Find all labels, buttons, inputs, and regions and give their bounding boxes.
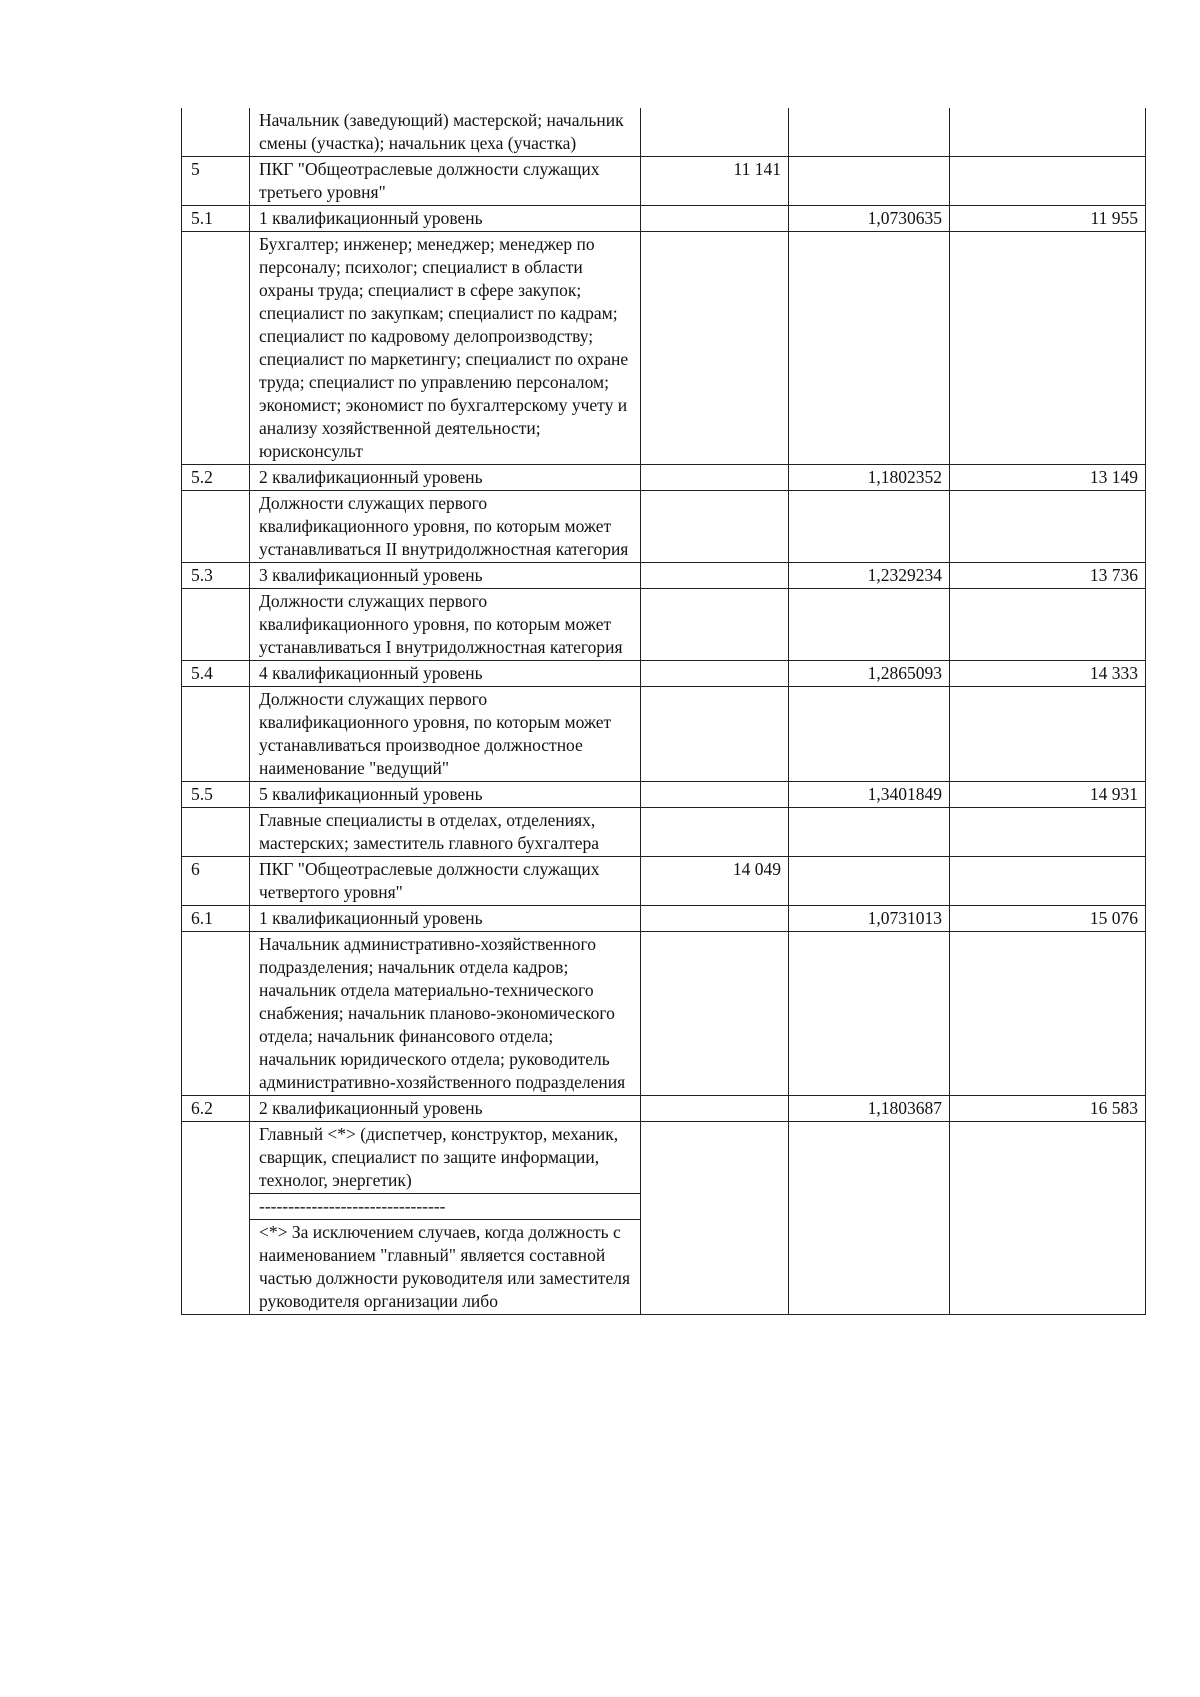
position-name: 3 квалификационный уровень <box>250 563 641 589</box>
table-row <box>182 1096 1146 1122</box>
position-name: Главные специалисты в отделах, отделениях, мастерских; заместитель главного бухгалтера <box>250 808 641 857</box>
coefficient <box>789 857 950 906</box>
base-salary <box>641 232 789 465</box>
salary <box>950 232 1146 465</box>
row-number <box>182 687 250 782</box>
table-row <box>182 857 1146 906</box>
coefficient: 1,1803687 <box>789 1096 950 1122</box>
table-row <box>182 782 1146 808</box>
salary <box>950 932 1146 1096</box>
row-number: 5 <box>182 157 250 206</box>
row-number <box>182 232 250 465</box>
position-name: ПКГ "Общеотраслевые должности служащих четвертого уровня" <box>250 857 641 906</box>
table-row <box>182 491 1146 563</box>
position-name: Бухгалтер; инженер; менеджер; менеджер по персоналу; психолог; специалист в области охраны труда; специалист в сфере закупок; специалист по закупкам; специалист по кадрам; специалист по кадровому делопроизводству; специалист по маркетингу; специалист по охране труда; специалист по управлению персоналом; экономист; экономист по бухгалтерскому учету и анализу хозяйственной деятельности; юрисконсульт <box>250 232 641 465</box>
footnote-text: <*> За исключением случаев, когда должность с наименованием "главный" является составной частью должности руководителя или заместителя руководителя организации либо <box>250 1220 641 1315</box>
table-row <box>182 465 1146 491</box>
base-salary <box>641 108 789 157</box>
coefficient <box>789 589 950 661</box>
salary <box>950 1122 1146 1315</box>
base-salary <box>641 782 789 808</box>
coefficient: 1,3401849 <box>789 782 950 808</box>
row-number <box>182 932 250 1096</box>
base-salary <box>641 661 789 687</box>
base-salary <box>641 465 789 491</box>
position-name: Должности служащих первого квалификационного уровня, по которым может устанавливаться I внутридолжностная категория <box>250 589 641 661</box>
coefficient <box>789 687 950 782</box>
row-number <box>182 491 250 563</box>
position-name: 2 квалификационный уровень <box>250 1096 641 1122</box>
base-salary <box>641 808 789 857</box>
salary <box>950 157 1146 206</box>
position-name: 5 квалификационный уровень <box>250 782 641 808</box>
row-number: 5.4 <box>182 661 250 687</box>
salary: 13 736 <box>950 563 1146 589</box>
base-salary <box>641 563 789 589</box>
position-name: 1 квалификационный уровень <box>250 906 641 932</box>
table-row <box>182 906 1146 932</box>
coefficient <box>789 491 950 563</box>
position-name: Начальник административно-хозяйственного подразделения; начальник отдела кадров; начальник отдела материально-технического снабжения; начальник планово-экономического отдела; начальник финансового отдела; начальник юридического отдела; руководитель административно-хозяйственного подразделения <box>250 932 641 1096</box>
base-salary <box>641 491 789 563</box>
position-name: 1 квалификационный уровень <box>250 206 641 232</box>
base-salary <box>641 1122 789 1315</box>
base-salary: 11 141 <box>641 157 789 206</box>
salary <box>950 491 1146 563</box>
base-salary <box>641 206 789 232</box>
row-number <box>182 1122 250 1315</box>
row-number: 6.1 <box>182 906 250 932</box>
table-row <box>182 563 1146 589</box>
table-row <box>182 157 1146 206</box>
salary: 14 931 <box>950 782 1146 808</box>
position-name: ПКГ "Общеотраслевые должности служащих третьего уровня" <box>250 157 641 206</box>
footnote-separator: -------------------------------- <box>250 1194 641 1220</box>
salary-table <box>181 108 1146 1315</box>
table-row <box>182 1122 1146 1194</box>
coefficient <box>789 108 950 157</box>
coefficient: 1,0730635 <box>789 206 950 232</box>
row-number: 5.2 <box>182 465 250 491</box>
salary <box>950 589 1146 661</box>
row-number: 6 <box>182 857 250 906</box>
base-salary <box>641 687 789 782</box>
position-name: Главный <*> (диспетчер, конструктор, механик, сварщик, специалист по защите информации, технолог, энергетик) <box>250 1122 641 1194</box>
coefficient: 1,2865093 <box>789 661 950 687</box>
coefficient: 1,1802352 <box>789 465 950 491</box>
row-number: 5.3 <box>182 563 250 589</box>
position-name: 2 квалификационный уровень <box>250 465 641 491</box>
position-name: Должности служащих первого квалификационного уровня, по которым может устанавливаться производное должностное наименование "ведущий" <box>250 687 641 782</box>
row-number <box>182 108 250 157</box>
row-number: 5.1 <box>182 206 250 232</box>
position-name: Начальник (заведующий) мастерской; начальник смены (участка); начальник цеха (участка) <box>250 108 641 157</box>
coefficient: 1,0731013 <box>789 906 950 932</box>
base-salary <box>641 1096 789 1122</box>
salary: 11 955 <box>950 206 1146 232</box>
row-number <box>182 589 250 661</box>
base-salary <box>641 906 789 932</box>
salary <box>950 108 1146 157</box>
base-salary <box>641 589 789 661</box>
position-name: Должности служащих первого квалификационного уровня, по которым может устанавливаться II внутридолжностная категория <box>250 491 641 563</box>
salary: 14 333 <box>950 661 1146 687</box>
table-row <box>182 687 1146 782</box>
row-number: 6.2 <box>182 1096 250 1122</box>
salary <box>950 808 1146 857</box>
salary: 16 583 <box>950 1096 1146 1122</box>
salary: 15 076 <box>950 906 1146 932</box>
table-row <box>182 206 1146 232</box>
table-row <box>182 808 1146 857</box>
table-row <box>182 108 1146 157</box>
row-number <box>182 808 250 857</box>
salary: 13 149 <box>950 465 1146 491</box>
coefficient <box>789 157 950 206</box>
table-row <box>182 232 1146 465</box>
table-row <box>182 661 1146 687</box>
coefficient <box>789 932 950 1096</box>
salary <box>950 857 1146 906</box>
base-salary: 14 049 <box>641 857 789 906</box>
table-row <box>182 932 1146 1096</box>
coefficient <box>789 232 950 465</box>
coefficient: 1,2329234 <box>789 563 950 589</box>
coefficient <box>789 808 950 857</box>
base-salary <box>641 932 789 1096</box>
row-number: 5.5 <box>182 782 250 808</box>
salary <box>950 687 1146 782</box>
coefficient <box>789 1122 950 1315</box>
salary-table-body <box>182 108 1146 1315</box>
position-name: 4 квалификационный уровень <box>250 661 641 687</box>
table-row <box>182 589 1146 661</box>
